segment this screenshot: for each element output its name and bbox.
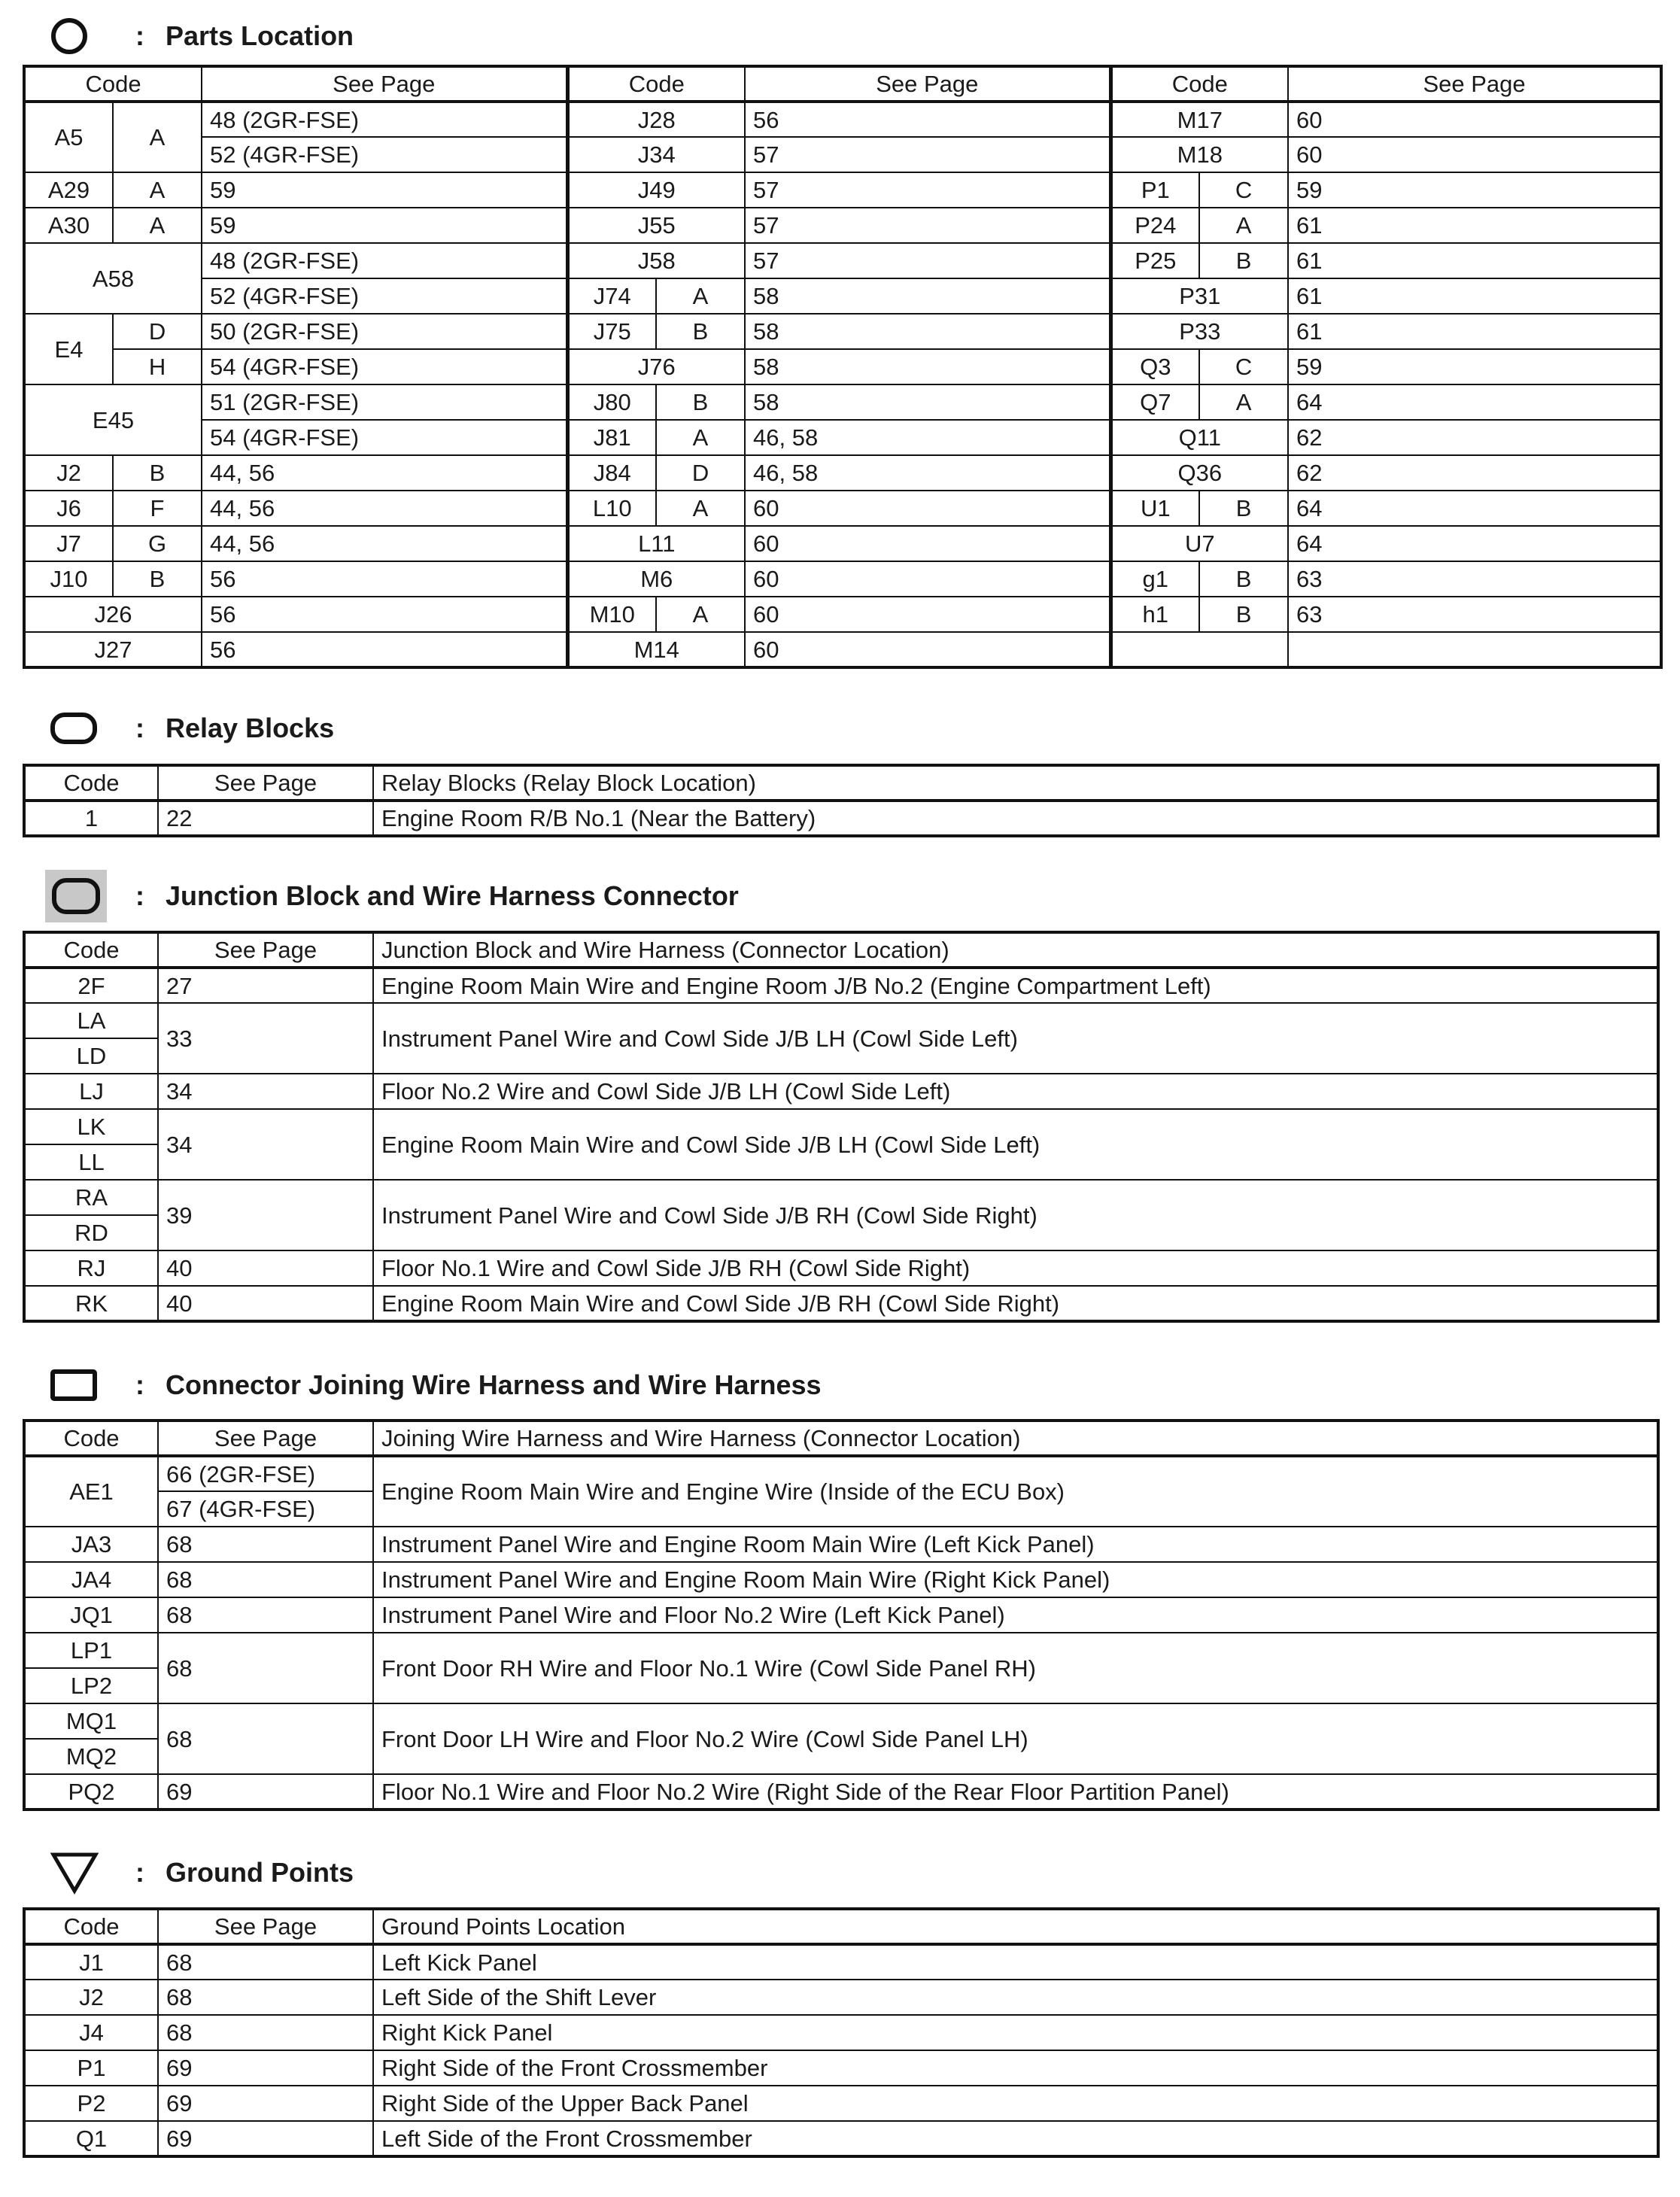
table-row [24,278,1661,314]
page-cell: 57 [745,137,1110,172]
code-cell: M14 [567,632,745,667]
table-row [24,208,1661,243]
table-row [24,1633,1658,1668]
code-cell: 1 [24,801,158,836]
section-title: Junction Block and Wire Harness Connector [166,880,739,911]
page-cell: 46, 58 [745,455,1110,491]
junction-block-heading [23,871,739,921]
code-cell: A58 [24,243,202,314]
page-cell: 60 [745,597,1110,632]
code-cell: J10 [24,561,113,597]
column-header: See Page [202,66,567,102]
column-header: See Page [158,932,373,968]
code-cell: J28 [567,102,745,137]
page-cell: 60 [745,632,1110,667]
suffix-cell: A [656,597,745,632]
code-cell: M18 [1110,137,1288,172]
page-cell: 57 [745,172,1110,208]
column-header: Ground Points Location [373,1909,1658,1944]
table-row [24,597,1661,632]
table-row [24,455,1661,491]
location-cell: Engine Room Main Wire and Cowl Side J/B LH (Cowl Side Left) [373,1109,1658,1180]
code-cell: JA3 [24,1527,158,1562]
code-cell: RA [24,1180,158,1215]
code-cell: U7 [1110,526,1288,561]
junction-block-table [23,931,1660,1323]
code-cell: Q7 [1110,384,1199,420]
suffix-cell: B [1199,243,1288,278]
relay-blocks-heading [23,703,334,753]
page-cell: 40 [158,1286,373,1321]
table-header [24,765,1658,801]
column-header: Code [567,66,745,102]
ground-points-heading [23,1848,354,1898]
code-cell: M10 [567,597,656,632]
table-row [24,561,1661,597]
page-cell: 61 [1288,243,1661,278]
code-cell: Q1 [24,2121,158,2156]
section-title: Parts Location [166,20,354,51]
page-cell: 68 [158,1597,373,1633]
suffix-cell: A [656,278,745,314]
page-cell: 58 [745,384,1110,420]
empty-cell [1110,632,1288,667]
table-row [24,968,1658,1003]
suffix-cell: A [1199,208,1288,243]
code-cell: J2 [24,1980,158,2015]
page-cell: 48 (2GR-FSE) [202,102,567,137]
code-cell: J27 [24,632,202,667]
location-cell: Left Side of the Shift Lever [373,1980,1658,2015]
suffix-cell: B [1199,561,1288,597]
location-cell: Instrument Panel Wire and Cowl Side J/B RH (Cowl Side Right) [373,1180,1658,1250]
page-cell: 22 [158,801,373,836]
location-cell: Engine Room Main Wire and Engine Wire (Inside of the ECU Box) [373,1456,1658,1527]
column-header: See Page [158,765,373,801]
suffix-cell: C [1199,349,1288,384]
page-cell: 56 [202,561,567,597]
table-row [24,491,1661,526]
column-header: Joining Wire Harness and Wire Harness (Connector Location) [373,1421,1658,1456]
column-header: Code [24,1421,158,1456]
location-cell: Right Side of the Front Crossmember [373,2050,1658,2086]
code-cell: L10 [567,491,656,526]
code-cell: J6 [24,491,113,526]
code-cell: J75 [567,314,656,349]
page-cell: 40 [158,1250,373,1286]
location-cell: Left Side of the Front Crossmember [373,2121,1658,2156]
column-header: See Page [158,1421,373,1456]
suffix-cell: A [113,172,202,208]
code-cell: P1 [24,2050,158,2086]
code-cell: Q11 [1110,420,1288,455]
page-cell: 44, 56 [202,455,567,491]
table-row [24,632,1661,667]
location-cell: Front Door LH Wire and Floor No.2 Wire (Cowl Side Panel LH) [373,1703,1658,1774]
suffix-cell: H [113,349,202,384]
location-cell: Instrument Panel Wire and Engine Room Main Wire (Left Kick Panel) [373,1527,1658,1562]
page-cell: 69 [158,2050,373,2086]
page-cell: 68 [158,1633,373,1703]
page-cell: 60 [745,561,1110,597]
location-cell: Instrument Panel Wire and Cowl Side J/B LH (Cowl Side Left) [373,1003,1658,1074]
table-row [24,2050,1658,2086]
suffix-cell: B [656,384,745,420]
page-cell: 33 [158,1003,373,1074]
code-cell: E45 [24,384,202,455]
column-header: Code [24,1909,158,1944]
table-row [24,1527,1658,1562]
column-header: Junction Block and Wire Harness (Connector Location) [373,932,1658,968]
table-row [24,526,1661,561]
table-row [24,1003,1658,1038]
code-cell: M17 [1110,102,1288,137]
table-row [24,1286,1658,1321]
code-cell: LJ [24,1074,158,1109]
location-cell: Instrument Panel Wire and Floor No.2 Wire (Left Kick Panel) [373,1597,1658,1633]
code-cell: RK [24,1286,158,1321]
heading-colon: : [135,20,144,51]
page-cell: 58 [745,314,1110,349]
location-cell: Instrument Panel Wire and Engine Room Main Wire (Right Kick Panel) [373,1562,1658,1597]
table-header [24,1421,1658,1456]
code-cell: h1 [1110,597,1199,632]
suffix-cell: A [1199,384,1288,420]
page-cell: 61 [1288,278,1661,314]
code-cell: PQ2 [24,1774,158,1810]
suffix-cell: B [656,314,745,349]
code-cell: P2 [24,2086,158,2121]
code-cell: g1 [1110,561,1199,597]
code-cell: RJ [24,1250,158,1286]
code-cell: J55 [567,208,745,243]
table-row [24,1980,1658,2015]
page-cell: 52 (4GR-FSE) [202,278,567,314]
heading-colon: : [135,1857,144,1888]
code-cell: RD [24,1215,158,1250]
code-cell: Q36 [1110,455,1288,491]
code-cell: P31 [1110,278,1288,314]
code-cell: P25 [1110,243,1199,278]
table-row [24,137,1661,172]
table-row [24,801,1658,836]
code-cell: A29 [24,172,113,208]
code-cell: LP1 [24,1633,158,1668]
code-cell: P24 [1110,208,1199,243]
section-title: Connector Joining Wire Harness and Wire Harness [166,1369,822,1400]
suffix-cell: C [1199,172,1288,208]
page-cell: 27 [158,968,373,1003]
code-cell: J2 [24,455,113,491]
code-cell: J81 [567,420,656,455]
heading-colon: : [135,880,144,911]
page-cell: 54 (4GR-FSE) [202,420,567,455]
suffix-cell: A [113,208,202,243]
column-header: Code [24,66,202,102]
location-cell: Floor No.1 Wire and Floor No.2 Wire (Right Side of the Rear Floor Partition Panel) [373,1774,1658,1810]
table-row [24,1074,1658,1109]
page-cell: 68 [158,2015,373,2050]
table-row [24,1109,1658,1144]
suffix-cell: B [113,561,202,597]
connector-joining-heading [23,1360,822,1410]
page-cell: 62 [1288,455,1661,491]
page-cell: 39 [158,1180,373,1250]
code-cell: J49 [567,172,745,208]
page-cell: 66 (2GR-FSE) [158,1456,373,1491]
heading-colon: : [135,1369,144,1400]
empty-cell [1288,632,1661,667]
page-cell: 52 (4GR-FSE) [202,137,567,172]
page-cell: 50 (2GR-FSE) [202,314,567,349]
page-cell: 62 [1288,420,1661,455]
page-cell: 68 [158,1703,373,1774]
code-cell: LA [24,1003,158,1038]
location-cell: Engine Room R/B No.1 (Near the Battery) [373,801,1658,836]
location-cell: Floor No.1 Wire and Cowl Side J/B RH (Cowl Side Right) [373,1250,1658,1286]
section-title: Relay Blocks [166,713,335,743]
suffix-cell: B [113,455,202,491]
code-cell: AE1 [24,1456,158,1527]
page-cell: 57 [745,208,1110,243]
relay-blocks-table [23,764,1660,837]
triangle-icon [23,1848,120,1898]
page-cell: 59 [202,172,567,208]
page-cell: 56 [202,632,567,667]
code-cell: JQ1 [24,1597,158,1633]
section-title: Ground Points [166,1857,354,1888]
location-cell: Engine Room Main Wire and Engine Room J/B No.2 (Engine Compartment Left) [373,968,1658,1003]
parts-location-heading [23,11,354,61]
page-cell: 56 [745,102,1110,137]
page-cell: 64 [1288,526,1661,561]
page-cell: 60 [745,491,1110,526]
table-row [24,2086,1658,2121]
page-cell: 60 [1288,102,1661,137]
location-cell: Left Kick Panel [373,1944,1658,1980]
page-cell: 34 [158,1109,373,1180]
code-cell: J26 [24,597,202,632]
shaded-rounded-rectangle-icon [23,871,120,921]
page-cell: 63 [1288,561,1661,597]
page-cell: 46, 58 [745,420,1110,455]
location-cell: Right Side of the Upper Back Panel [373,2086,1658,2121]
column-header: Relay Blocks (Relay Block Location) [373,765,1658,801]
page-cell: 61 [1288,314,1661,349]
code-cell: LK [24,1109,158,1144]
page-cell: 60 [1288,137,1661,172]
code-cell: J80 [567,384,656,420]
code-cell: A30 [24,208,113,243]
code-cell: J1 [24,1944,158,1980]
table-header [24,66,1661,102]
code-cell: P1 [1110,172,1199,208]
suffix-cell: B [1199,597,1288,632]
page-cell: 67 (4GR-FSE) [158,1491,373,1527]
column-header: See Page [1288,66,1661,102]
page-cell: 51 (2GR-FSE) [202,384,567,420]
code-cell: J76 [567,349,745,384]
page-cell: 34 [158,1074,373,1109]
suffix-cell: A [656,491,745,526]
table-header [24,932,1658,968]
page-cell: 56 [202,597,567,632]
page-cell: 44, 56 [202,526,567,561]
table-row [24,1180,1658,1215]
table-row [24,1597,1658,1633]
table-row [24,384,1661,420]
table-row [24,102,1661,137]
code-cell: JA4 [24,1562,158,1597]
code-cell: MQ2 [24,1739,158,1774]
page-cell: 68 [158,1944,373,1980]
suffix-cell: A [113,102,202,172]
suffix-cell: G [113,526,202,561]
parts-location-table [23,65,1663,669]
table-row [24,349,1661,384]
page-cell: 59 [1288,172,1661,208]
page-cell: 68 [158,1562,373,1597]
table-row [24,2015,1658,2050]
page-cell: 68 [158,1980,373,2015]
column-header: Code [24,932,158,968]
connector-joining-table [23,1419,1660,1811]
ground-points-table [23,1907,1660,2158]
table-row [24,1774,1658,1810]
table-row [24,1944,1658,1980]
code-cell: J7 [24,526,113,561]
column-header: Code [24,765,158,801]
heading-colon: : [135,713,144,743]
page-cell: 68 [158,1527,373,1562]
page-cell: 59 [1288,349,1661,384]
table-row [24,2121,1658,2156]
suffix-cell: D [656,455,745,491]
rounded-rectangle-icon [23,703,120,753]
location-cell: Floor No.2 Wire and Cowl Side J/B LH (Cowl Side Left) [373,1074,1658,1109]
code-cell: LL [24,1144,158,1180]
page-cell: 54 (4GR-FSE) [202,349,567,384]
table-header [24,1909,1658,1944]
page-cell: 57 [745,243,1110,278]
page-cell: 64 [1288,491,1661,526]
column-header: See Page [745,66,1110,102]
location-cell: Front Door RH Wire and Floor No.1 Wire (Cowl Side Panel RH) [373,1633,1658,1703]
code-cell: LD [24,1038,158,1074]
code-cell: J4 [24,2015,158,2050]
location-cell: Right Kick Panel [373,2015,1658,2050]
page-cell: 64 [1288,384,1661,420]
table-row [24,243,1661,278]
circle-icon [23,11,120,61]
page-cell: 58 [745,278,1110,314]
page-cell: 69 [158,2121,373,2156]
code-cell: MQ1 [24,1703,158,1739]
code-cell: P33 [1110,314,1288,349]
column-header: Code [1110,66,1288,102]
table-row [24,172,1661,208]
page-cell: 59 [202,208,567,243]
table-row [24,1250,1658,1286]
column-header: See Page [158,1909,373,1944]
suffix-cell: B [1199,491,1288,526]
page-cell: 69 [158,1774,373,1810]
table-row [24,420,1661,455]
page-cell: 60 [745,526,1110,561]
table-row [24,1703,1658,1739]
suffix-cell: A [656,420,745,455]
code-cell: LP2 [24,1668,158,1703]
code-cell: M6 [567,561,745,597]
code-cell: E4 [24,314,113,384]
code-cell: A5 [24,102,113,172]
code-cell: 2F [24,968,158,1003]
page-cell: 69 [158,2086,373,2121]
code-cell: J58 [567,243,745,278]
page-cell: 58 [745,349,1110,384]
page-cell: 63 [1288,597,1661,632]
suffix-cell: D [113,314,202,349]
suffix-cell: F [113,491,202,526]
code-cell: J74 [567,278,656,314]
page-cell: 44, 56 [202,491,567,526]
table-row [24,314,1661,349]
code-cell: J34 [567,137,745,172]
table-row [24,1456,1658,1491]
table-row [24,1562,1658,1597]
code-cell: L11 [567,526,745,561]
rectangle-icon [23,1360,120,1410]
location-cell: Engine Room Main Wire and Cowl Side J/B RH (Cowl Side Right) [373,1286,1658,1321]
code-cell: U1 [1110,491,1199,526]
page-cell: 61 [1288,208,1661,243]
page-cell: 48 (2GR-FSE) [202,243,567,278]
code-cell: J84 [567,455,656,491]
code-cell: Q3 [1110,349,1199,384]
